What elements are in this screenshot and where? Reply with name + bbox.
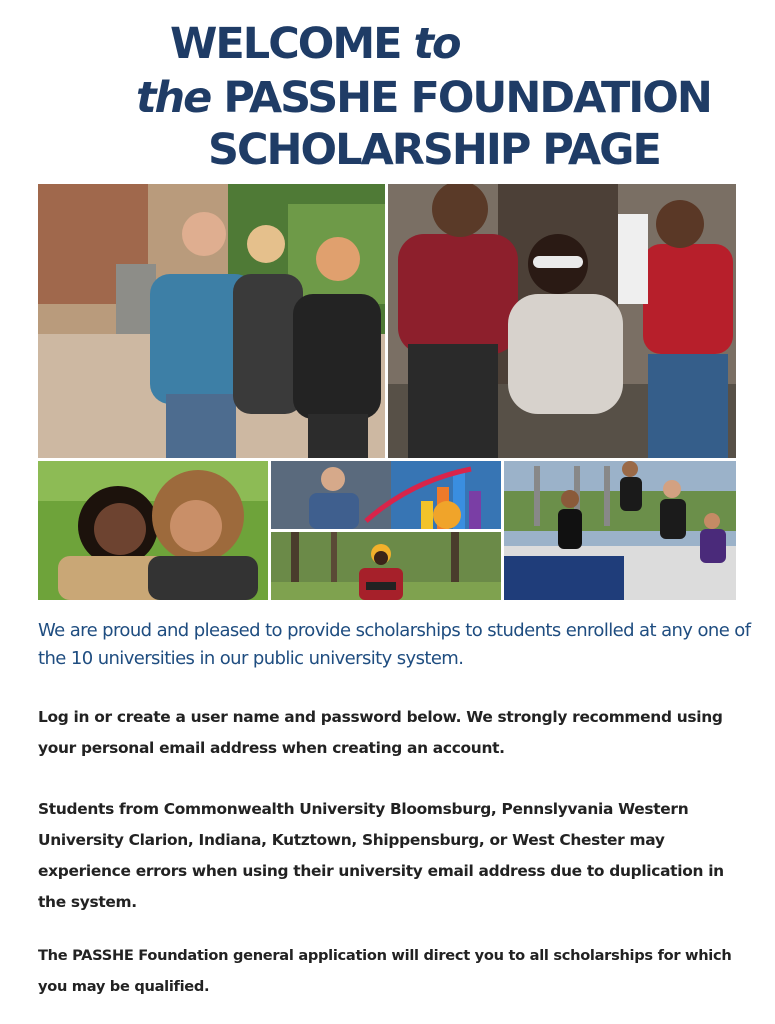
title-line-3	[208, 122, 660, 178]
title-line-1	[170, 16, 460, 72]
general-application-note: The PASSHE Foundation general application will direct you to all scholarships for which you may be qualified.	[38, 947, 732, 995]
student-laptop-photo	[271, 532, 501, 600]
kutztown-students-photo	[388, 184, 736, 458]
students-walking-photo	[38, 184, 385, 458]
email-warning: Students from Commonwealth University Bloomsburg, Pennslyvania Western University Clarion, Indiana, Kutztown, Shippensburg, or West Chester may experience errors when using their university email address due to duplication in the system.	[38, 800, 724, 911]
title-scholarship-page: SCHOLARSHIP PAGE	[208, 125, 660, 175]
login-instructions: Log in or create a user name and password below. We strongly recommend using your personal email address when creating an account.	[38, 708, 723, 757]
title-line-2	[136, 70, 711, 126]
two-students-photo	[38, 461, 268, 600]
title-the: the	[136, 73, 224, 123]
student-chart-photo	[271, 461, 501, 529]
title-passhe-foundation: PASSHE FOUNDATION	[223, 73, 711, 123]
title-welcome: WELCOME	[170, 19, 414, 69]
intro-statement: We are proud and pleased to provide scholarships to students enrolled at any one of the 10 universities in our public university system.	[38, 620, 751, 669]
gym-students-photo	[504, 461, 736, 600]
title-to: to	[413, 19, 460, 69]
